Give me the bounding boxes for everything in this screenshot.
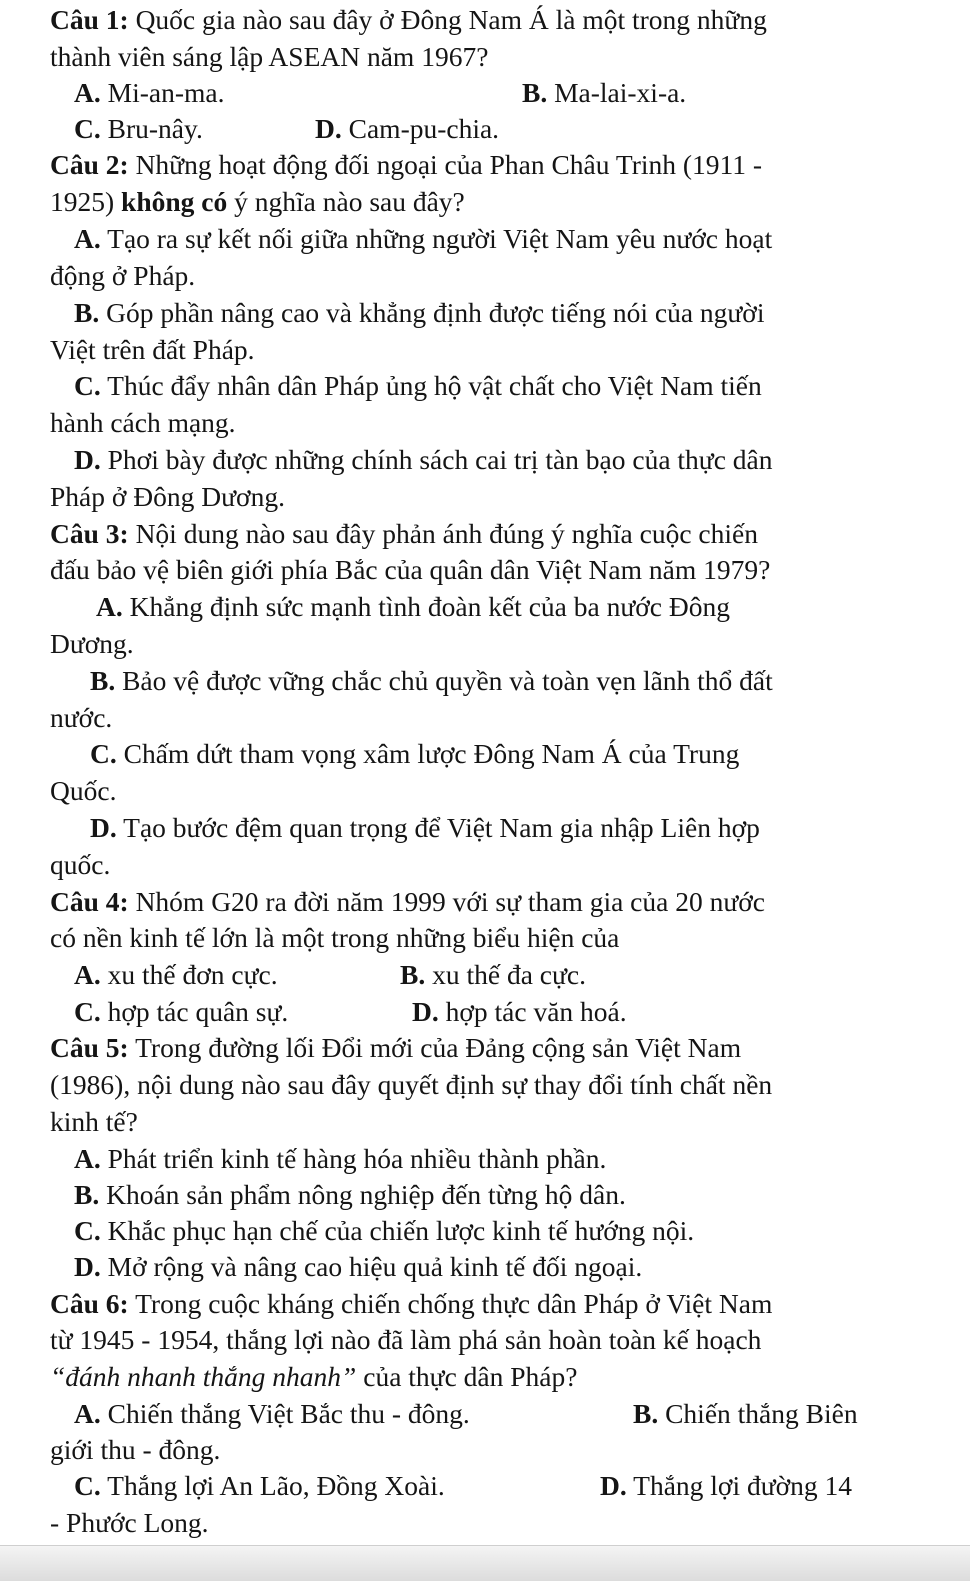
q3-option-a-line-1: A. Khẳng định sức mạnh tình đoàn kết của ba nước Đông bbox=[96, 591, 730, 622]
q2-stem-line-1: Câu 2: Những hoạt động đối ngoại của Phan Châu Trinh (1911 - bbox=[50, 149, 763, 180]
q6-stem-line-2: từ 1945 - 1954, thắng lợi nào đã làm phá sản hoàn toàn kế hoạch bbox=[50, 1324, 762, 1355]
q6-stem-line-3: “đánh nhanh thắng nhanh” của thực dân Pháp? bbox=[50, 1361, 578, 1392]
q1-stem-line-1 bbox=[50, 2, 767, 38]
q4-option-d: D. hợp tác văn hoá. bbox=[412, 996, 627, 1027]
q3-option-d-line-2: quốc. bbox=[50, 849, 111, 880]
q2-option-b-line-2: Việt trên đất Pháp. bbox=[50, 334, 255, 365]
q5-stem-line-1: Câu 5: Trong đường lối Đổi mới của Đảng cộng sản Việt Nam bbox=[50, 1032, 742, 1063]
q6-stem-line-1: Câu 6: Trong cuộc kháng chiến chống thực dân Pháp ở Việt Nam bbox=[50, 1288, 773, 1319]
q5-stem-line-3: kinh tế? bbox=[50, 1106, 138, 1137]
q4-option-a: A. xu thế đơn cực. bbox=[74, 959, 278, 990]
q1-label: Câu 1: bbox=[50, 4, 129, 35]
q2-option-d-line-2: Pháp ở Đông Dương. bbox=[50, 481, 285, 512]
cut-off-next-line bbox=[0, 1545, 970, 1581]
q2-label: Câu 2: bbox=[50, 149, 129, 180]
q6-label: Câu 6: bbox=[50, 1288, 129, 1319]
q4-stem-line-1: Câu 4: Nhóm G20 ra đời năm 1999 với sự tham gia của 20 nước bbox=[50, 886, 766, 917]
q3-option-d-line-1: D. Tạo bước đệm quan trọng để Việt Nam gia nhập Liên hợp bbox=[90, 812, 760, 843]
q2-option-a-line-1: A. Tạo ra sự kết nối giữa những người Việt Nam yêu nước hoạt bbox=[74, 223, 773, 254]
q4-stem-line-2: có nền kinh tế lớn là một trong những biểu hiện của bbox=[50, 922, 620, 953]
q3-option-a-line-2: Dương. bbox=[50, 628, 134, 659]
q6-option-d-line-1: D. Thắng lợi đường 14 bbox=[600, 1470, 853, 1501]
q1-option-a: A. Mi-an-ma. bbox=[74, 77, 225, 108]
q5-option-a: A. Phát triển kinh tế hàng hóa nhiều thành phần. bbox=[74, 1143, 607, 1174]
q5-label: Câu 5: bbox=[50, 1032, 129, 1063]
q6-option-b-line-1: B. Chiến thắng Biên bbox=[633, 1398, 858, 1429]
q1-option-c: C. Bru-nây. bbox=[74, 113, 203, 144]
q4-option-b: B. xu thế đa cực. bbox=[400, 959, 586, 990]
q4-option-c: C. hợp tác quân sự. bbox=[74, 996, 289, 1027]
q5-option-b: B. Khoán sản phẩm nông nghiệp đến từng hộ dân. bbox=[74, 1179, 626, 1210]
q2-option-c-line-2: hành cách mạng. bbox=[50, 407, 236, 438]
q6-italic-phrase: “đánh nhanh thắng nhanh” bbox=[50, 1361, 357, 1392]
q3-stem-line-2: đấu bảo vệ biên giới phía Bắc của quân dân Việt Nam năm 1979? bbox=[50, 554, 771, 585]
q3-option-c-line-2: Quốc. bbox=[50, 775, 117, 806]
q2-stem-line-2: 1925) không có ý nghĩa nào sau đây? bbox=[50, 186, 465, 217]
q1-stem-1: Quốc gia nào sau đây ở Đông Nam Á là một trong những bbox=[135, 4, 767, 35]
q1-option-b: B. Ma-lai-xi-a. bbox=[522, 77, 687, 108]
q1-stem-2: thành viên sáng lập ASEAN năm 1967? bbox=[50, 41, 489, 72]
q2-emphasis: không có bbox=[121, 186, 228, 217]
q6-option-b-line-2: giới thu - đông. bbox=[50, 1434, 221, 1465]
q3-stem-line-1: Câu 3: Nội dung nào sau đây phản ánh đúng ý nghĩa cuộc chiến bbox=[50, 518, 758, 549]
q4-label: Câu 4: bbox=[50, 886, 129, 917]
q2-option-b-line-1: B. Góp phần nâng cao và khẳng định được tiếng nói của người bbox=[74, 297, 765, 328]
q2-option-c-line-1: C. Thúc đẩy nhân dân Pháp ủng hộ vật chất cho Việt Nam tiến bbox=[74, 370, 762, 401]
q1-option-d: D. Cam-pu-chia. bbox=[315, 113, 500, 144]
q2-option-a-line-2: động ở Pháp. bbox=[50, 260, 196, 291]
q5-option-c: C. Khắc phục hạn chế của chiến lược kinh tế hướng nội. bbox=[74, 1215, 695, 1246]
q5-stem-line-2: (1986), nội dung nào sau đây quyết định sự thay đổi tính chất nền bbox=[50, 1069, 773, 1100]
q3-option-b-line-2: nước. bbox=[50, 702, 113, 733]
q2-option-d-line-1: D. Phơi bày được những chính sách cai trị tàn bạo của thực dân bbox=[74, 444, 773, 475]
q3-option-c-line-1: C. Chấm dứt tham vọng xâm lược Đông Nam Á của Trung bbox=[90, 738, 740, 769]
q6-option-c: C. Thắng lợi An Lão, Đồng Xoài. bbox=[74, 1470, 445, 1501]
q6-option-a: A. Chiến thắng Việt Bắc thu - đông. bbox=[74, 1398, 470, 1429]
q5-option-d: D. Mở rộng và nâng cao hiệu quả kinh tế đối ngoại. bbox=[74, 1251, 643, 1282]
q3-label: Câu 3: bbox=[50, 518, 129, 549]
q6-option-d-line-2: - Phước Long. bbox=[50, 1507, 209, 1538]
q3-option-b-line-1: B. Bảo vệ được vững chắc chủ quyền và toàn vẹn lãnh thổ đất bbox=[90, 665, 773, 696]
